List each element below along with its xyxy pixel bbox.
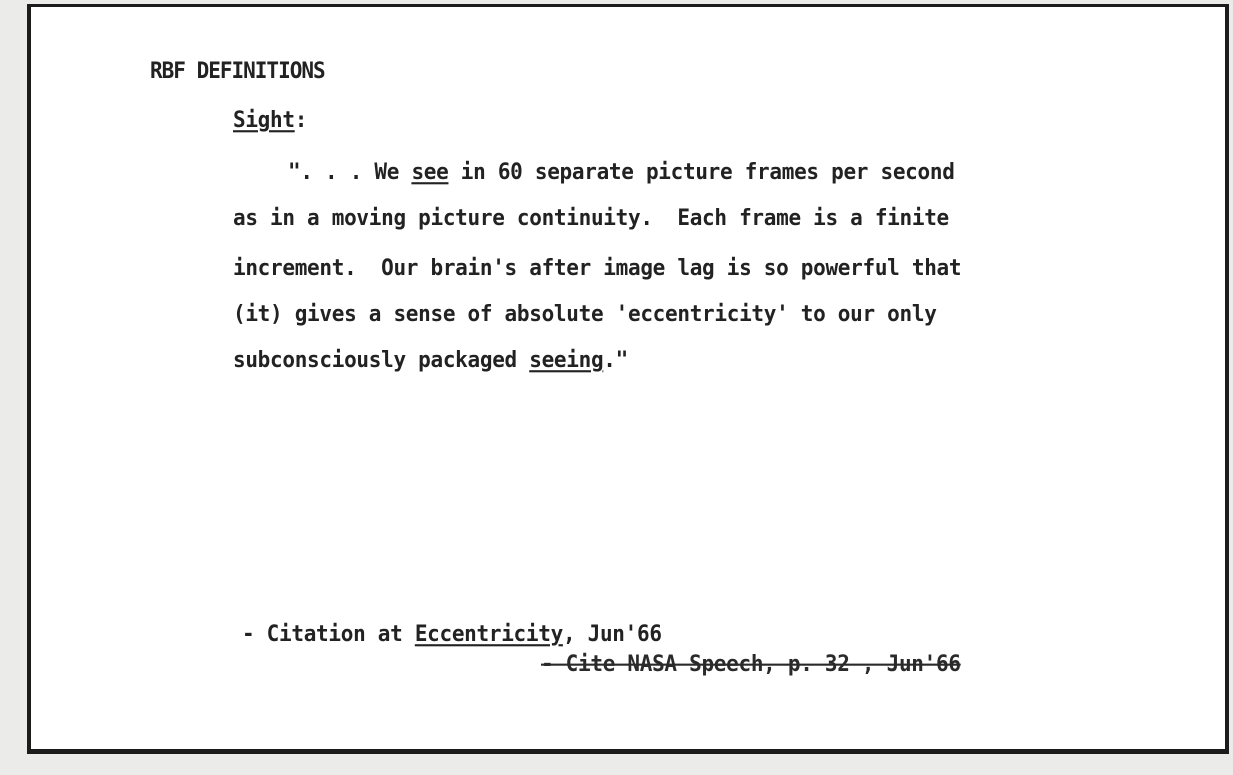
document-heading: RBF DEFINITIONS: [150, 57, 325, 84]
definition-card: [27, 4, 1229, 754]
quote-line-3: increment. Our brain's after image lag is so powerful that: [233, 254, 962, 281]
citation-source: Eccentricity: [414, 620, 563, 647]
emphasis-seeing: seeing: [529, 346, 604, 373]
term-label: Sight: [233, 106, 295, 133]
quote-line-2: as in a moving picture continuity. Each frame is a finite: [233, 204, 949, 231]
definition-term: [233, 106, 308, 133]
quote-line-4: (it) gives a sense of absolute 'eccentricity' to our only: [233, 300, 937, 327]
quote-line-1: ". . . We see in 60 separate picture frames per second: [288, 158, 955, 185]
term-colon: :: [294, 106, 308, 133]
emphasis-see: see: [411, 158, 449, 185]
struck-citation: - Cite NASA Speech, p. 32 , Jun'66: [541, 650, 961, 677]
citation-line: - Citation at Eccentricity, Jun'66: [242, 620, 662, 647]
quote-line-5: subconsciously packaged seeing.": [233, 346, 628, 373]
